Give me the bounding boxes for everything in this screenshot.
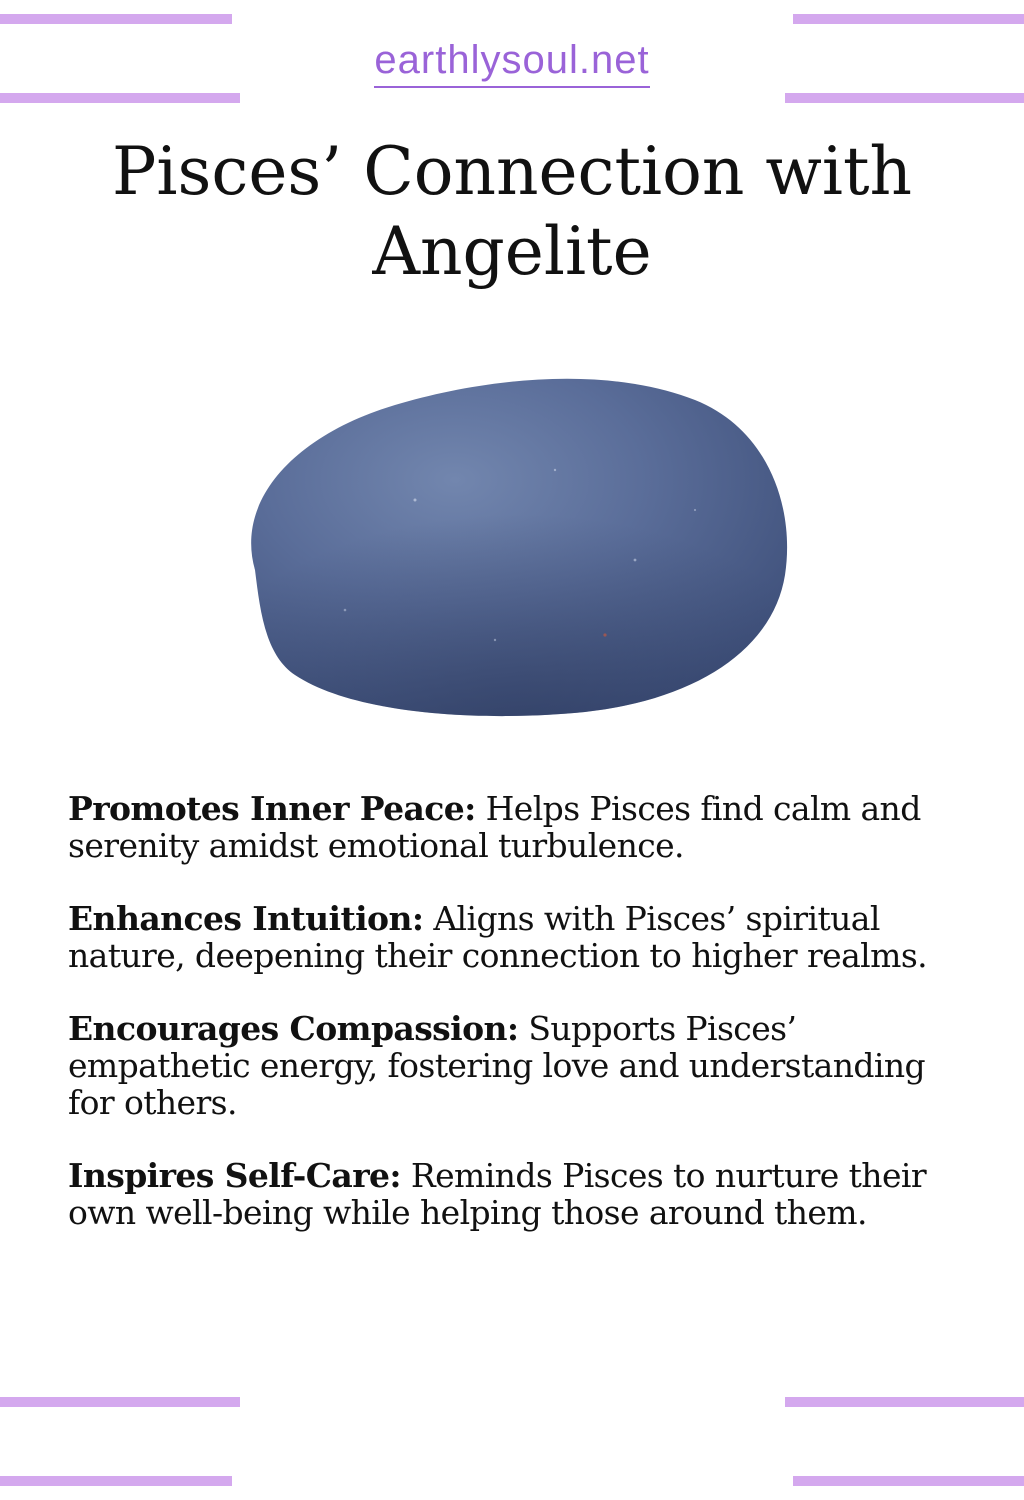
benefit-text: Helps Pisces find calm and serenity amidst emotional turbulence. <box>68 789 921 865</box>
bottom-left-bar-lower <box>0 1476 232 1486</box>
benefit-item <box>68 790 968 864</box>
angelite-stone-image <box>225 360 800 730</box>
benefit-title: Encourages Compassion: <box>68 1009 519 1048</box>
benefit-text: Reminds Pisces to nurture their own well-being while helping those around them. <box>68 1156 926 1232</box>
benefit-title: Promotes Inner Peace: <box>68 789 476 828</box>
bottom-right-bar-upper <box>785 1397 1024 1407</box>
benefit-item <box>68 1157 968 1231</box>
benefits-list <box>68 790 968 1267</box>
benefit-title: Enhances Intuition: <box>68 899 424 938</box>
bottom-right-bar-lower <box>793 1476 1024 1486</box>
benefit-item <box>68 900 968 974</box>
top-right-bar-upper <box>793 14 1024 24</box>
benefit-text: Aligns with Pisces’ spiritual nature, deepening their connection to higher realms. <box>68 899 928 975</box>
top-left-bar-upper <box>0 14 232 24</box>
site-logo-text: earthlysoul.net <box>374 36 649 88</box>
top-right-bar-lower <box>785 93 1024 103</box>
benefit-title: Inspires Self-Care: <box>68 1156 401 1195</box>
bottom-left-bar-upper <box>0 1397 240 1407</box>
benefit-item <box>68 1010 968 1121</box>
site-logo[interactable] <box>0 36 1024 88</box>
benefit-text: Supports Pisces’ empathetic energy, fostering love and understanding for others. <box>68 1009 926 1122</box>
top-left-bar-lower <box>0 93 240 103</box>
page-title: Pisces’ Connection with Angelite <box>112 133 912 290</box>
